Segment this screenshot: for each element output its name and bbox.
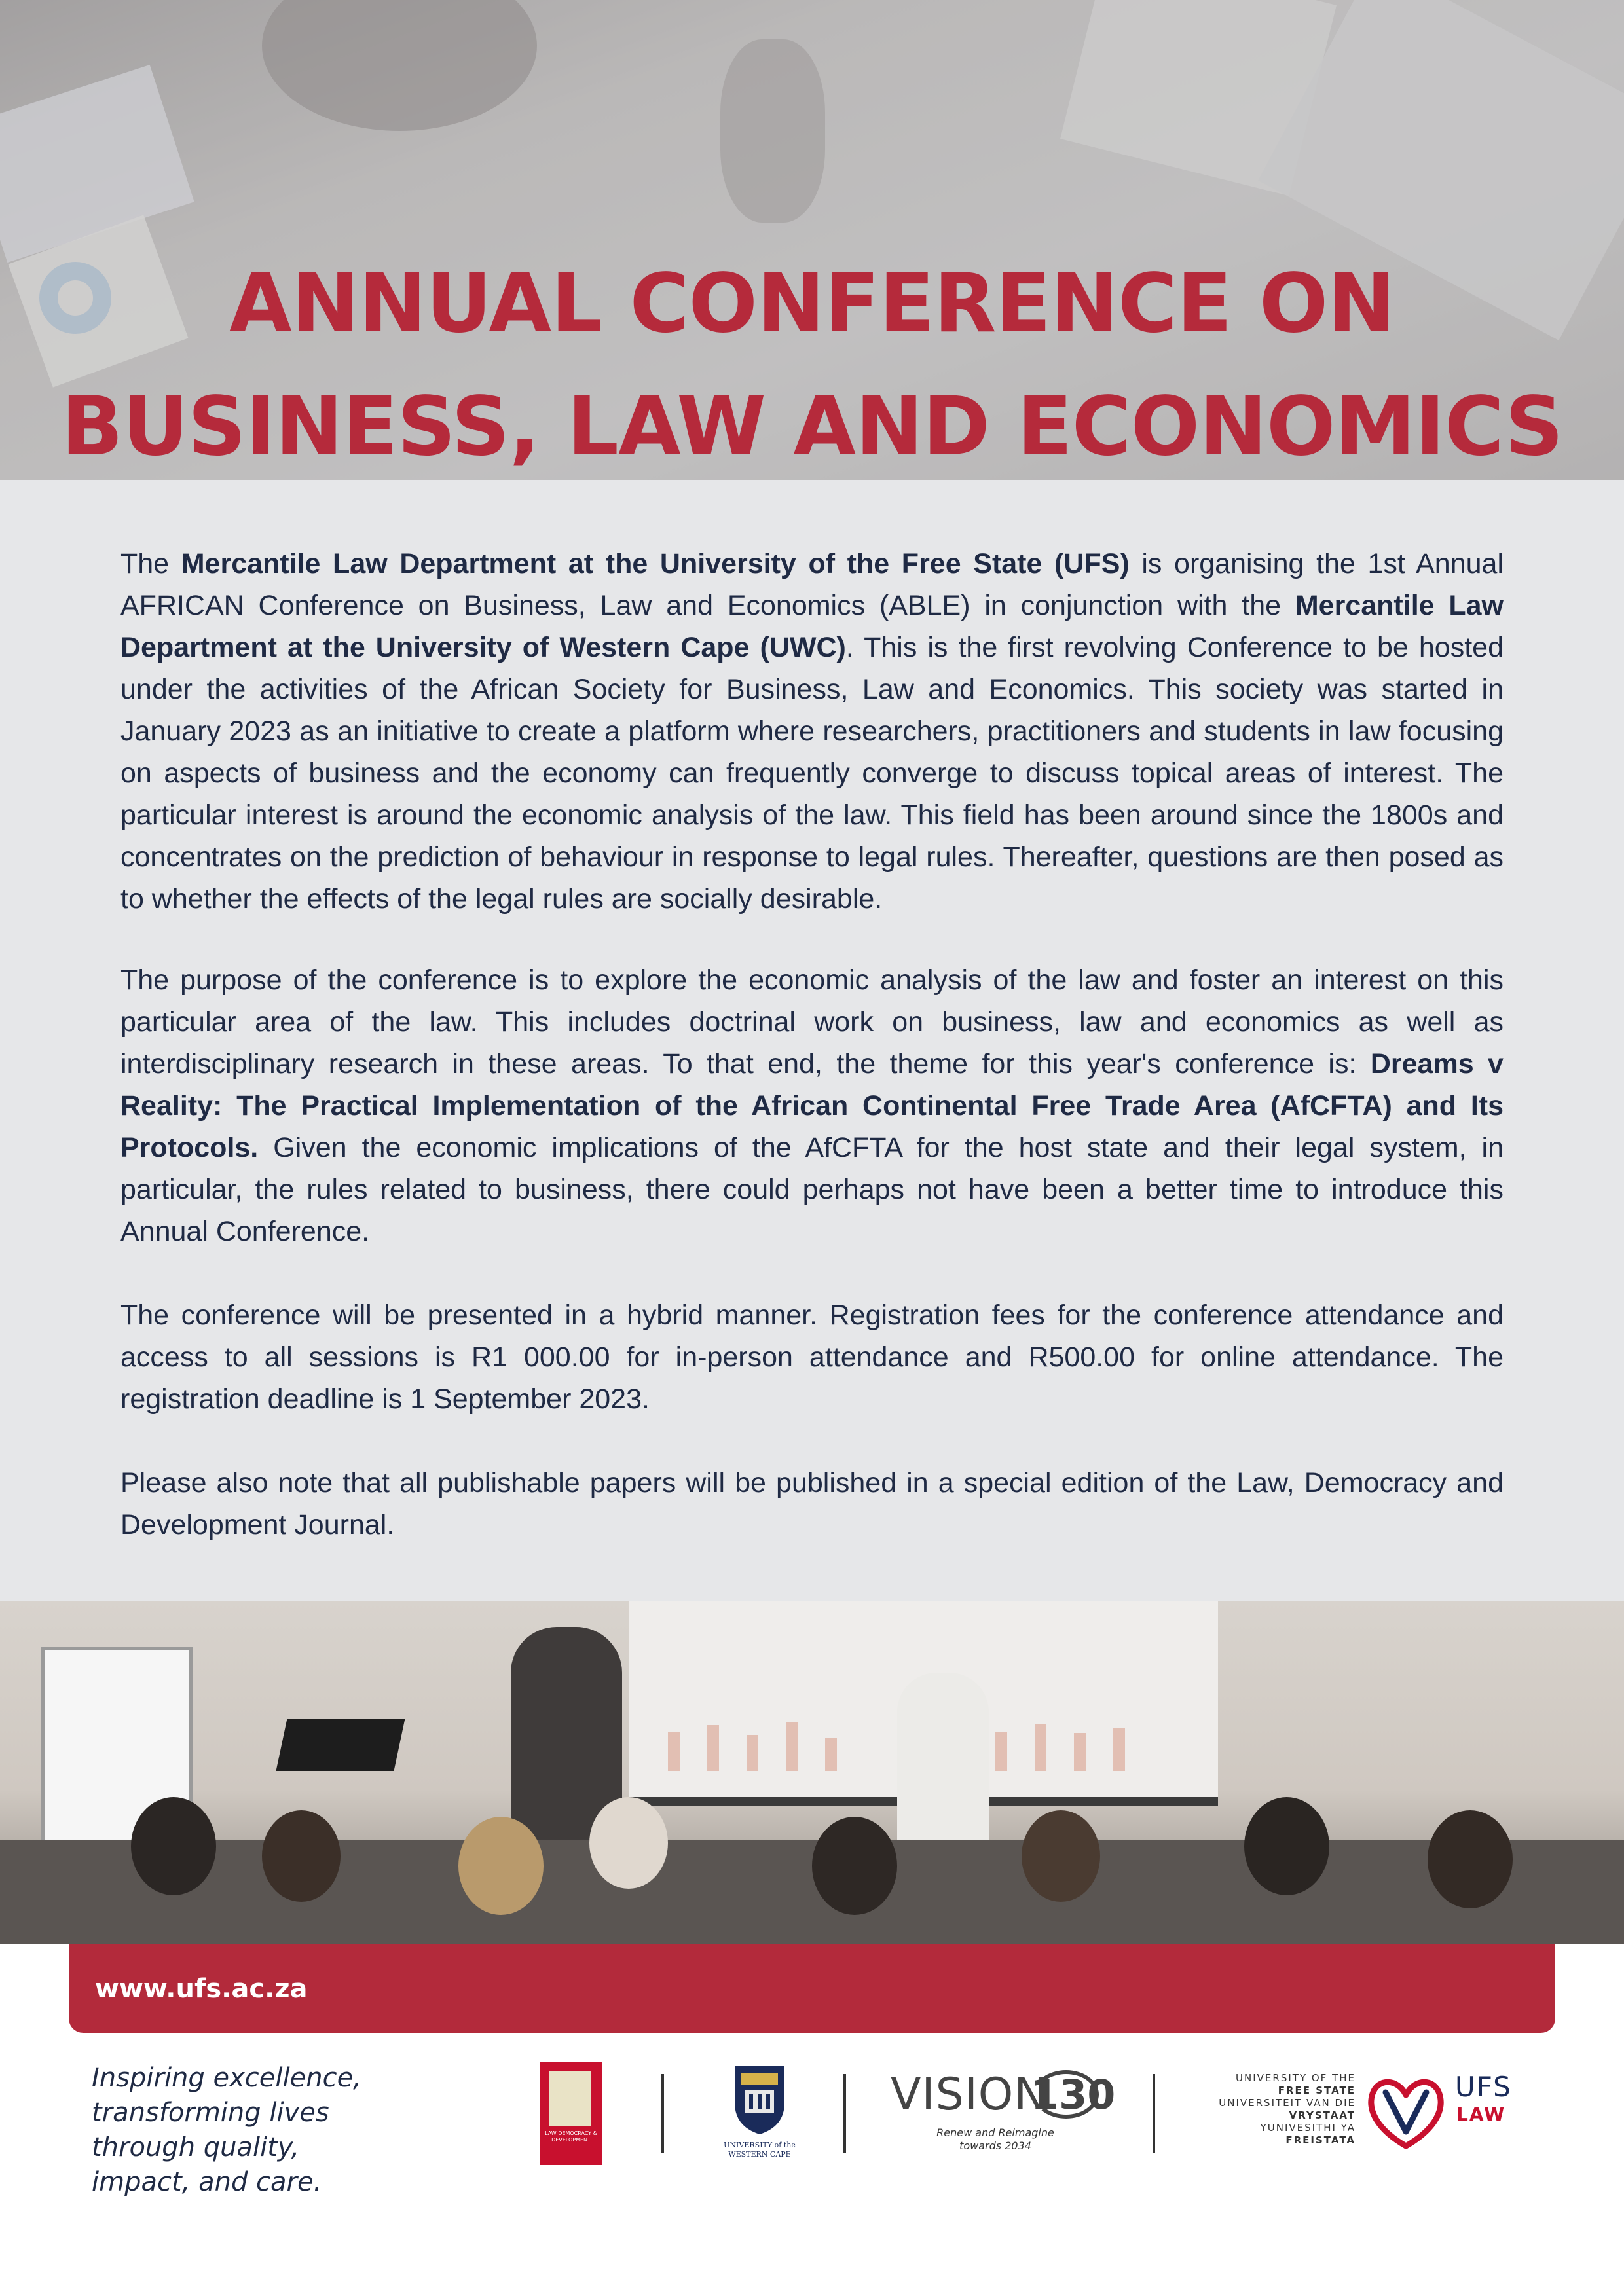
ufs-name-line: VRYSTAAT — [1289, 2109, 1356, 2121]
ufs-name-line: FREE STATE — [1278, 2085, 1356, 2096]
audience-head — [589, 1797, 668, 1889]
ufs-law-label: LAW — [1456, 2104, 1506, 2125]
music-stand — [276, 1719, 405, 1771]
text-run: Given the economic implications of the AfCFTA for the host state and their legal system, in particular, the rules related to business, there could perhaps not have been a better time to introduce this Annual Conference. — [120, 1132, 1504, 1247]
text-run: The purpose of the conference is to explore the economic analysis of the law and foster an interest on this particular area of the law. This includes doctrinal work on business, law and economics as well as interdisciplinary research in these areas. To that end, the theme for this year's conference is: — [120, 964, 1504, 1080]
title-line: BUSINESS, LAW AND ECONOMICS — [61, 380, 1563, 474]
url-bar — [69, 1944, 1555, 2033]
screen-bar — [995, 1732, 1007, 1771]
ufs-name-line: UNIVERSITY OF THE — [1236, 2072, 1356, 2084]
title-line: ANNUAL CONFERENCE ON — [229, 257, 1395, 351]
conference-photo — [0, 1601, 1624, 1944]
body-section — [0, 480, 1624, 1601]
ufs-heart-icon — [1363, 2069, 1449, 2154]
uwc-logo — [720, 2064, 799, 2168]
ufs-wordmark: UFS — [1455, 2071, 1512, 2103]
registration-paragraph: The conference will be presented in a hybrid manner. Registration fees for the conference attendance and access to all sessions is R1 000.00 for in-person attendance and R500.00 for online attendance. The registration deadline is 1 September 2023. — [120, 1300, 1504, 1415]
screen-bar — [1074, 1733, 1086, 1771]
tagline-line: transforming lives — [92, 2098, 329, 2128]
screen-bar — [747, 1735, 758, 1771]
audience-head — [1244, 1797, 1329, 1895]
text-run: The — [120, 548, 181, 579]
audience-head — [1022, 1810, 1100, 1902]
audience-head — [812, 1817, 897, 1915]
ufs-name-block — [1198, 2072, 1356, 2147]
header-banner — [0, 0, 1624, 480]
screen-bar — [1113, 1728, 1125, 1771]
ufs-name-line: UNIVERSITEIT VAN DIE — [1219, 2097, 1356, 2109]
ufs-name-line: YUNIVESITHI YA — [1260, 2122, 1356, 2134]
vision-number: 130 — [1031, 2071, 1116, 2119]
purpose-paragraph — [120, 959, 1504, 1252]
screen-bar — [786, 1722, 798, 1771]
tagline-line: Inspiring excellence, — [92, 2063, 361, 2093]
bold-text: Mercantile Law Department at the University of Western Cape (UWC) — [120, 590, 1504, 663]
text-run: . This is the first revolving Conference to be hosted under the activities of the African Society for Business, Law and Economics. This society was started in January 2023 as an initiative to create a platform where researchers, practitioners and students in law focusing on aspects of business and the economy can frequently converge to discuss topical areas of interest. The particular interest is around the economic analysis of the law. This field has been around since the 1800s and concentrates on the prediction of behaviour in response to legal rules. Thereafter, questions are then posed as to whether the effects of the legal rules are socially desirable. — [120, 632, 1504, 915]
ldd-logo-emblem — [549, 2071, 591, 2126]
logo-divider — [661, 2074, 664, 2153]
page-title — [0, 242, 1624, 480]
vision-subtitle — [904, 2126, 1087, 2153]
ldd-logo-text: LAW DEMOCRACY & DEVELOPMENT — [545, 2130, 597, 2143]
audience-head — [458, 1817, 544, 1915]
audience — [0, 1840, 1624, 1944]
screen-bar — [1035, 1724, 1046, 1771]
uwc-crest-icon — [732, 2064, 787, 2136]
audience-head — [131, 1797, 216, 1895]
uwc-name: UNIVERSITY of the WESTERN CAPE — [724, 2141, 796, 2159]
publication-paragraph: Please also note that all publishable papers will be published in a special edition of the Law, Democracy and Development Journal. — [120, 1467, 1504, 1540]
tagline-line: through quality, — [92, 2132, 300, 2162]
vision-word: VISION — [891, 2069, 1048, 2121]
screen-bar — [668, 1732, 680, 1771]
logo-divider — [1153, 2074, 1155, 2153]
vision-subtitle-line: Renew and Reimagine — [936, 2126, 1054, 2139]
screen-bar — [707, 1725, 719, 1771]
vision-subtitle-line: towards 2034 — [959, 2140, 1031, 2152]
ldd-journal-logo — [540, 2062, 602, 2165]
text-run: is organising the 1st Annual AFRICAN Conference on Business, Law and Economics (ABLE) in conjunction with the — [120, 548, 1504, 621]
conference-theme: Dreams v Reality: The Practical Implementation of the African Continental Free Trade Area (AfCFTA) and Its Protocols. — [120, 1048, 1504, 1163]
audience-head — [262, 1810, 341, 1902]
screen-bar — [825, 1738, 837, 1771]
tagline-line: impact, and care. — [92, 2167, 322, 2197]
audience-head — [1428, 1810, 1513, 1908]
tagline — [92, 2061, 485, 2200]
bold-text: Mercantile Law Department at the University of the Free State (UFS) — [181, 548, 1130, 579]
ufs-name-line: FREISTATA — [1285, 2134, 1356, 2146]
vision-130-logo — [891, 2069, 1116, 2160]
logo-divider — [843, 2074, 846, 2153]
website-link[interactable]: www.ufs.ac.za — [95, 1974, 308, 2004]
intro-paragraph — [120, 543, 1504, 920]
